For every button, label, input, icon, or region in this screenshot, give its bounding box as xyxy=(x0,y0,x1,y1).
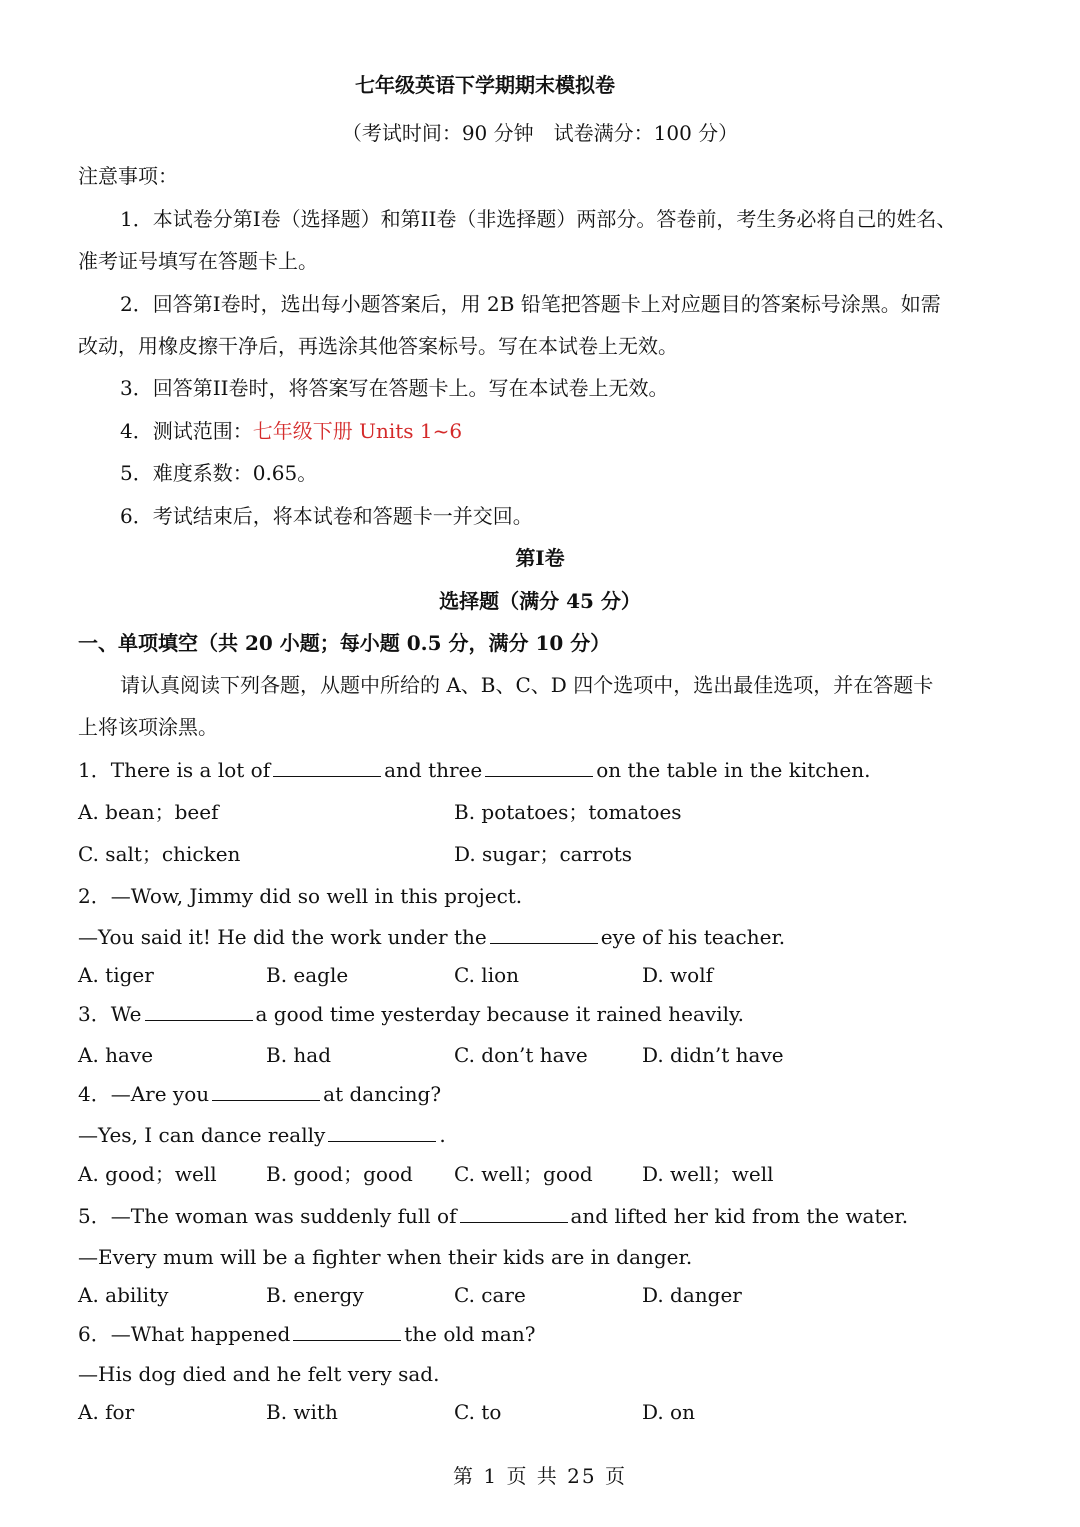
q4-text-2: at dancing? xyxy=(323,1082,442,1106)
q6-option-d: D. on xyxy=(642,1400,695,1424)
answer-blank xyxy=(328,1123,436,1142)
answer-blank xyxy=(145,1002,253,1021)
answer-blank xyxy=(273,758,381,777)
question-3 xyxy=(78,1001,1010,1027)
exam-title: 七年级英语下学期期末模拟卷 xyxy=(355,73,615,97)
question-1 xyxy=(78,757,1010,783)
q5-reply: —Every mum will be a fighter when their kids are in danger. xyxy=(78,1245,693,1269)
q4-text-4: . xyxy=(439,1123,446,1147)
q5-text-1: 5．—The woman was suddenly full of xyxy=(78,1204,457,1228)
q5-option-a: A. ability xyxy=(78,1283,169,1307)
answer-blank xyxy=(460,1204,568,1223)
answer-blank xyxy=(485,758,593,777)
note-5: 5．难度系数：0.65。 xyxy=(120,461,318,485)
part-heading: 选择题（满分 45 分） xyxy=(439,589,641,613)
answer-blank xyxy=(293,1322,401,1341)
answer-blank xyxy=(212,1082,320,1101)
notes-heading: 注意事项： xyxy=(78,164,178,188)
q6-text-1: 6．—What happened xyxy=(78,1322,291,1346)
note-2a: 2．回答第I卷时，选出每小题答案后，用 2B 铅笔把答题卡上对应题目的答案标号涂黑。如需 xyxy=(120,292,941,316)
page-number: 第 1 页 共 25 页 xyxy=(453,1464,627,1488)
q1-option-a: A. bean；beef xyxy=(78,800,219,824)
question-5 xyxy=(78,1203,1010,1229)
q1-option-d: D. sugar；carrots xyxy=(454,842,633,866)
q3-text-2: a good time yesterday because it rained heavily. xyxy=(255,1002,745,1026)
note-4-prefix: 4．测试范围： xyxy=(120,419,253,443)
note-1a: 1．本试卷分第I卷（选择题）和第II卷（非选择题）两部分。答卷前，考生务必将自己的姓名、 xyxy=(120,207,957,231)
note-3: 3．回答第II卷时，将答案写在答题卡上。写在本试卷上无效。 xyxy=(120,376,669,400)
q2-option-c: C. lion xyxy=(454,963,520,987)
q4-text-3: —Yes, I can dance really xyxy=(78,1123,326,1147)
q4-option-c: C. well；good xyxy=(454,1162,593,1186)
question-4 xyxy=(78,1081,1010,1107)
q3-option-b: B. had xyxy=(266,1043,332,1067)
q3-option-a: A. have xyxy=(78,1043,154,1067)
q3-text-1: 3．We xyxy=(78,1002,142,1026)
q2-option-d: D. wolf xyxy=(642,963,713,987)
q4-option-d: D. well；well xyxy=(642,1162,774,1186)
note-6: 6．考试结束后，将本试卷和答题卡一并交回。 xyxy=(120,504,533,528)
instruction-a: 请认真阅读下列各题，从题中所给的 A、B、C、D 四个选项中，选出最佳选项，并在答题卡 xyxy=(120,673,934,697)
section-heading: 一、单项填空（共 20 小题；每小题 0.5 分，满分 10 分） xyxy=(78,631,611,655)
q6-option-b: B. with xyxy=(266,1400,338,1424)
q5-option-d: D. danger xyxy=(642,1283,742,1307)
q2-text-2: eye of his teacher. xyxy=(600,925,786,949)
test-range: 七年级下册 Units 1~6 xyxy=(252,419,463,443)
note-2b: 改动，用橡皮擦干净后，再选涂其他答案标号。写在本试卷上无效。 xyxy=(78,334,678,358)
q6-reply: —His dog died and he felt very sad. xyxy=(78,1362,440,1386)
q1-option-b: B. potatoes；tomatoes xyxy=(454,800,682,824)
q4-reply xyxy=(78,1122,1010,1148)
q6-option-a: A. for xyxy=(78,1400,135,1424)
q1-text-2: and three xyxy=(384,758,483,782)
instruction-b: 上将该项涂黑。 xyxy=(78,715,218,739)
q6-option-c: C. to xyxy=(454,1400,502,1424)
volume-heading: 第I卷 xyxy=(515,546,565,570)
exam-subtitle: （考试时间：90 分钟 试卷满分：100 分） xyxy=(341,121,739,145)
q6-text-2: the old man? xyxy=(404,1322,536,1346)
question-6 xyxy=(78,1321,1010,1347)
q2-reply xyxy=(78,924,1010,950)
q4-option-b: B. good；good xyxy=(266,1162,413,1186)
q2-option-a: A. tiger xyxy=(78,963,154,987)
note-1b: 准考证号填写在答题卡上。 xyxy=(78,249,318,273)
answer-blank xyxy=(490,925,598,944)
q1-text-1: 1．There is a lot of xyxy=(78,758,271,782)
q5-option-b: B. energy xyxy=(266,1283,364,1307)
q3-option-c: C. don’t have xyxy=(454,1043,588,1067)
q4-text-1: 4．—Are you xyxy=(78,1082,210,1106)
q5-text-2: and lifted her kid from the water. xyxy=(570,1204,909,1228)
q3-option-d: D. didn’t have xyxy=(642,1043,784,1067)
q2-text-1: —You said it! He did the work under the xyxy=(78,925,487,949)
q1-option-c: C. salt；chicken xyxy=(78,842,241,866)
q2-option-b: B. eagle xyxy=(266,963,349,987)
q5-option-c: C. care xyxy=(454,1283,526,1307)
note-4 xyxy=(120,418,1010,444)
question-2: 2．—Wow, Jimmy did so well in this project. xyxy=(78,884,523,908)
q1-text-3: on the table in the kitchen. xyxy=(596,758,871,782)
q4-option-a: A. good；well xyxy=(78,1162,217,1186)
